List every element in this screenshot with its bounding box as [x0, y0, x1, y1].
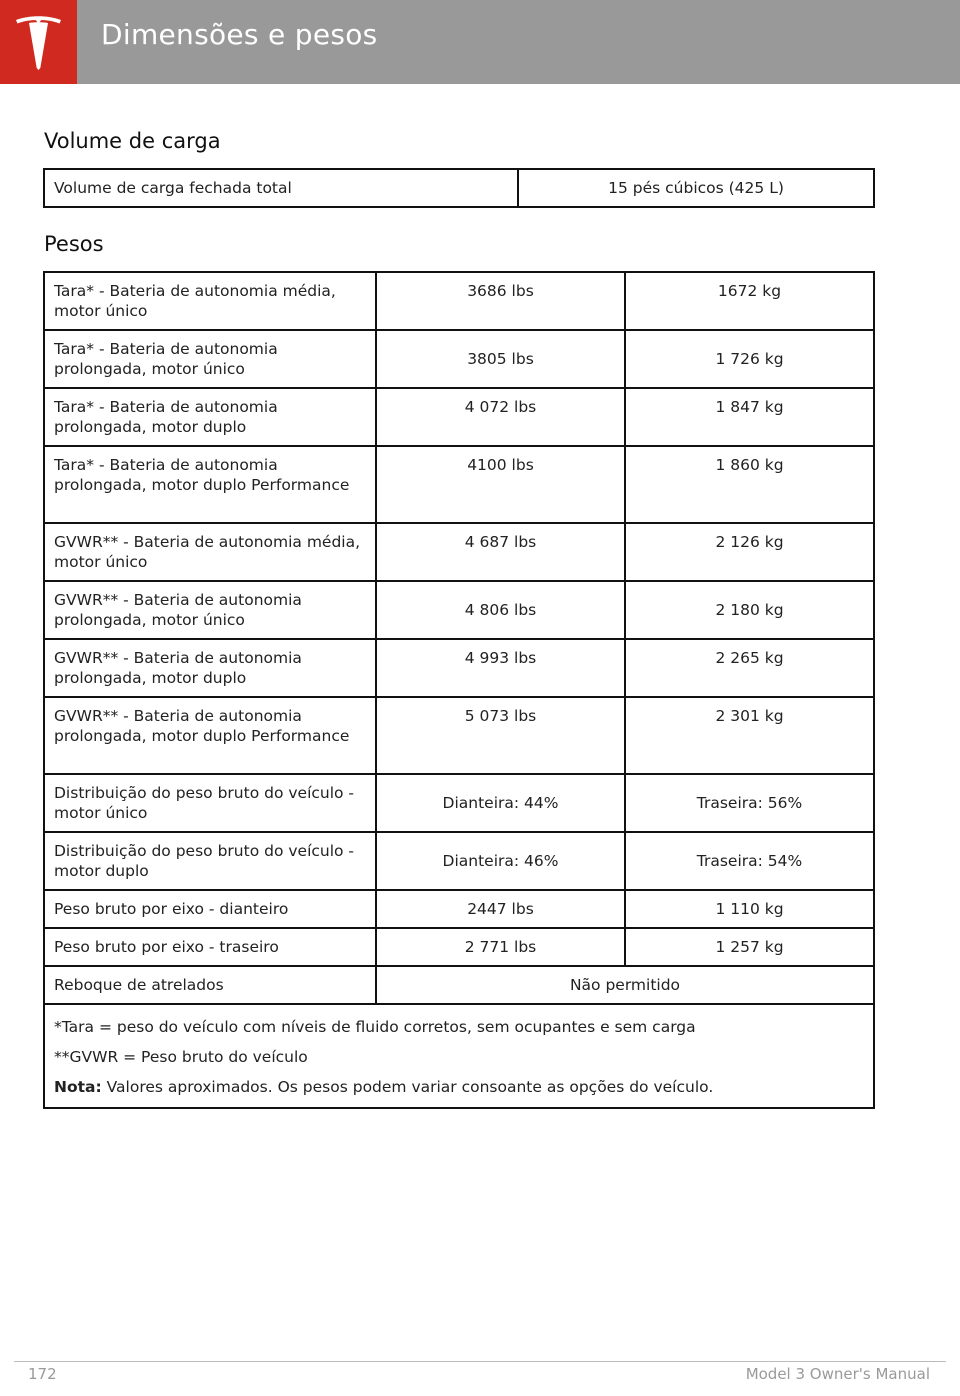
towing-value: Não permitido	[376, 966, 874, 1004]
weight-lbs: 4 993 lbs	[376, 639, 625, 697]
table-row	[44, 890, 874, 928]
footer-divider	[14, 1361, 946, 1362]
nota-label: Nota:	[54, 1078, 102, 1096]
weights-heading: Pesos	[44, 232, 104, 256]
towing-label: Reboque de atrelados	[44, 966, 376, 1004]
nota-line	[54, 1077, 864, 1097]
table-row	[44, 697, 874, 774]
weight-kg: 1 110 kg	[625, 890, 874, 928]
page-number: 172	[28, 1365, 57, 1383]
weights-table	[43, 271, 875, 1109]
weight-lbs: 5 073 lbs	[376, 697, 625, 774]
weight-lbs: 4 072 lbs	[376, 388, 625, 446]
gvwr-footnote: **GVWR = Peso bruto do veículo	[54, 1048, 308, 1066]
weight-label: Distribuição do peso bruto do veículo - motor único	[44, 774, 376, 832]
weight-label: Peso bruto por eixo - traseiro	[44, 928, 376, 966]
weight-lbs: Dianteira: 44%	[376, 774, 625, 832]
table-row	[44, 966, 874, 1004]
weight-kg: 1 860 kg	[625, 446, 874, 523]
weight-kg: 2 265 kg	[625, 639, 874, 697]
nota-text: Valores aproximados. Os pesos podem variar consoante as opções do veículo.	[101, 1078, 714, 1096]
weight-label: GVWR** - Bateria de autonomia média, motor único	[44, 523, 376, 581]
table-row	[44, 774, 874, 832]
tesla-logo-icon	[13, 14, 64, 70]
page-header	[0, 0, 960, 84]
weight-lbs: 2 771 lbs	[376, 928, 625, 966]
tara-footnote: *Tara = peso do veículo com níveis de fluido corretos, sem ocupantes e sem carga	[54, 1018, 696, 1036]
table-row	[44, 832, 874, 890]
weight-label: Distribuição do peso bruto do veículo - motor duplo	[44, 832, 376, 890]
weight-kg: Traseira: 54%	[625, 832, 874, 890]
weight-label: GVWR** - Bateria de autonomia prolongada, motor duplo	[44, 639, 376, 697]
table-row	[44, 330, 874, 388]
table-row	[44, 928, 874, 966]
weight-label: Tara* - Bateria de autonomia média, motor único	[44, 272, 376, 330]
notes-row	[44, 1004, 874, 1108]
weight-label: Peso bruto por eixo - dianteiro	[44, 890, 376, 928]
weight-lbs: 4100 lbs	[376, 446, 625, 523]
notes-cell	[44, 1004, 874, 1108]
table-row	[44, 169, 874, 207]
weight-lbs: 3805 lbs	[376, 330, 625, 388]
weight-lbs: 3686 lbs	[376, 272, 625, 330]
weight-lbs: 4 806 lbs	[376, 581, 625, 639]
weight-label: Tara* - Bateria de autonomia prolongada, motor duplo Performance	[44, 446, 376, 523]
table-row	[44, 272, 874, 330]
weight-kg: 2 301 kg	[625, 697, 874, 774]
weight-kg: 1672 kg	[625, 272, 874, 330]
brand-logo-box	[0, 0, 77, 84]
table-row	[44, 639, 874, 697]
weight-kg: 2 180 kg	[625, 581, 874, 639]
weight-label: Tara* - Bateria de autonomia prolongada, motor único	[44, 330, 376, 388]
weight-lbs: 2447 lbs	[376, 890, 625, 928]
table-row	[44, 523, 874, 581]
table-row	[44, 388, 874, 446]
cargo-table	[43, 168, 875, 208]
weight-kg: 1 847 kg	[625, 388, 874, 446]
weight-label: GVWR** - Bateria de autonomia prolongada, motor duplo Performance	[44, 697, 376, 774]
weight-lbs: Dianteira: 46%	[376, 832, 625, 890]
table-row	[44, 581, 874, 639]
cargo-heading: Volume de carga	[44, 129, 221, 153]
weight-label: Tara* - Bateria de autonomia prolongada, motor duplo	[44, 388, 376, 446]
table-row	[44, 446, 874, 523]
manual-title: Model 3 Owner's Manual	[745, 1365, 930, 1383]
page-title: Dimensões e pesos	[101, 18, 378, 51]
weight-kg: 2 126 kg	[625, 523, 874, 581]
weight-kg: 1 726 kg	[625, 330, 874, 388]
weight-kg: Traseira: 56%	[625, 774, 874, 832]
cargo-label: Volume de carga fechada total	[44, 169, 518, 207]
weight-lbs: 4 687 lbs	[376, 523, 625, 581]
weight-kg: 1 257 kg	[625, 928, 874, 966]
weight-label: GVWR** - Bateria de autonomia prolongada, motor único	[44, 581, 376, 639]
cargo-value: 15 pés cúbicos (425 L)	[518, 169, 874, 207]
